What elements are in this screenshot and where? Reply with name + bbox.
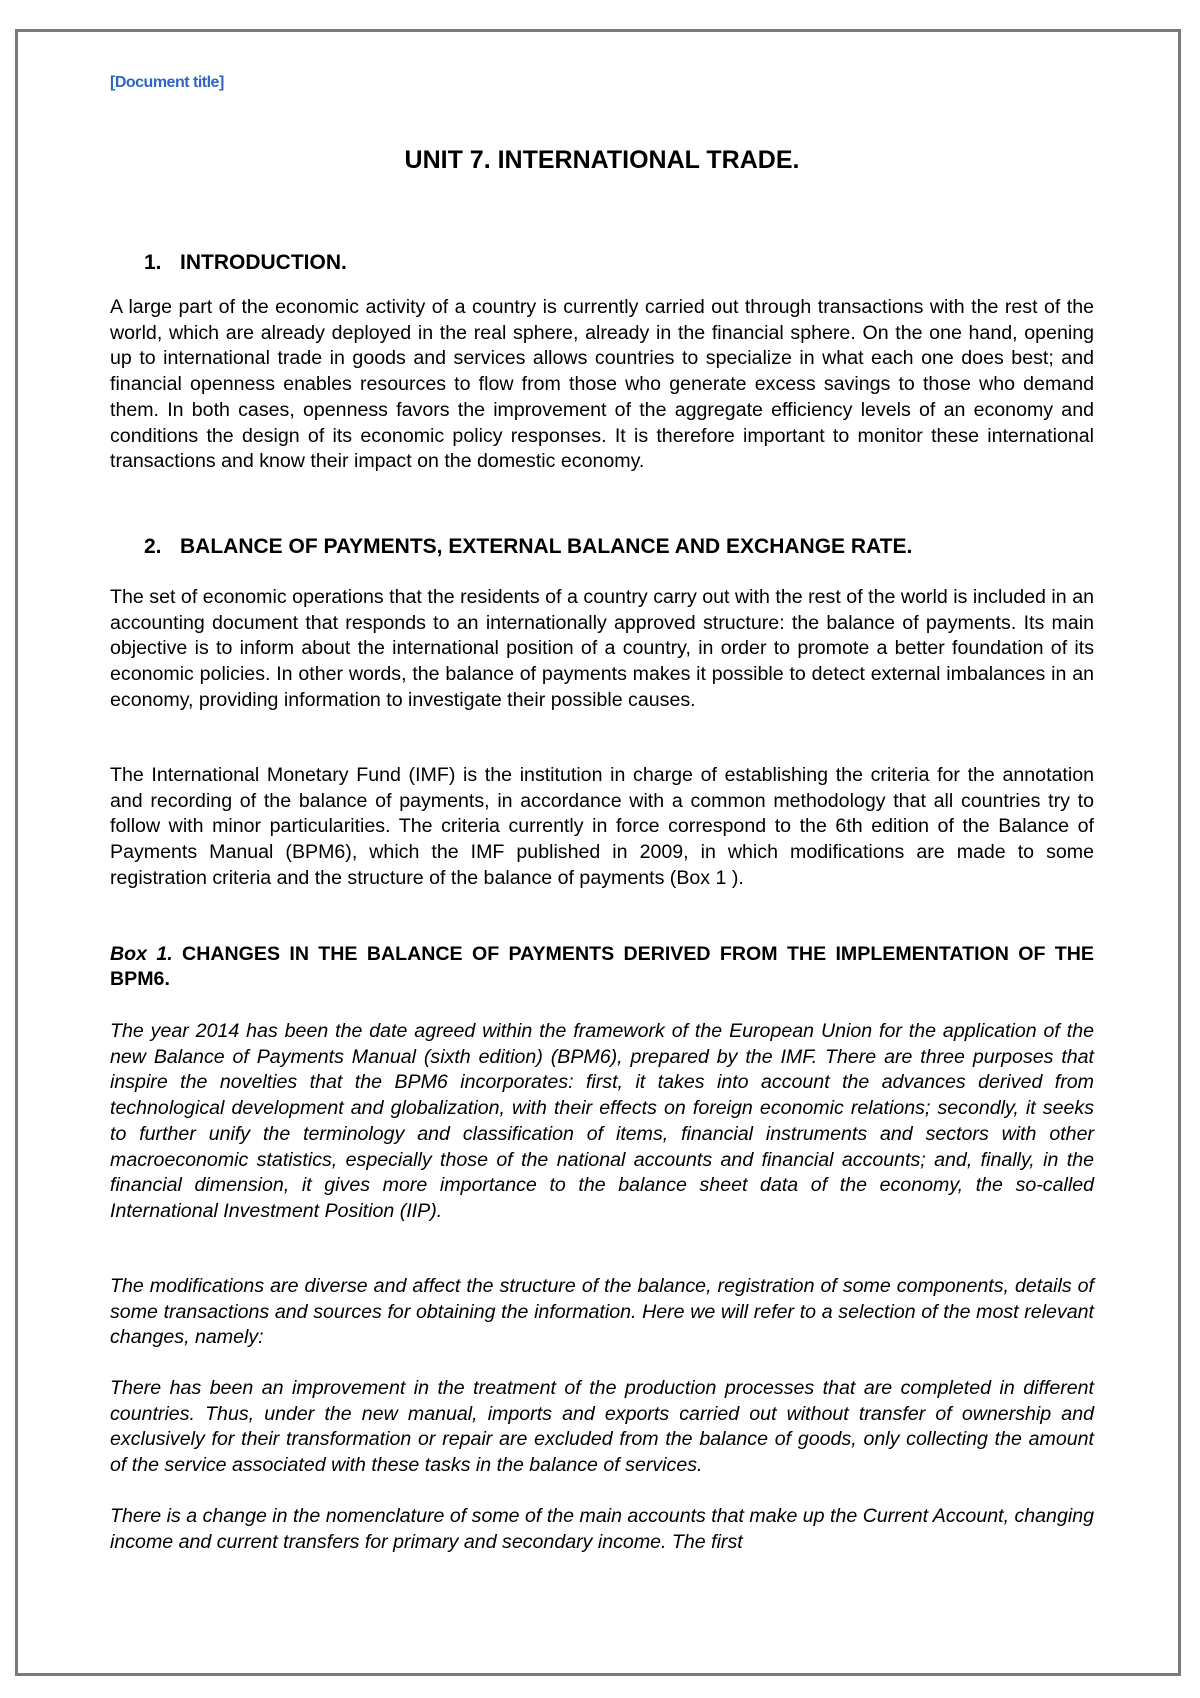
box-title-text: CHANGES IN THE BALANCE OF PAYMENTS DERIVED FROM THE IMPLEMENTATION OF THE BPM6. — [110, 943, 1094, 990]
box-title — [110, 942, 1094, 992]
unit-title: UNIT 7. INTERNATIONAL TRADE. — [404, 146, 800, 174]
section-number: 1. — [144, 251, 162, 274]
paragraph-imf: The International Monetary Fund (IMF) is the institution in charge of establishing the criteria for the annotation and recording of the balance of payments, in accordance with a common methodology that all countries try to follow with minor particularities. The criteria currently in force correspond to the 6th edition of the Balance of Payments Manual (BPM6), which the IMF published in 2009, in which modifications are made to some registration criteria and the structure of the balance of payments (Box 1 ). — [110, 764, 1094, 889]
paragraph-intro: A large part of the economic activity of a country is currently carried out through transactions with the rest of the world, which are already deployed in the real sphere, already in the financial sphere. On the one hand, opening up to international trade in goods and services allows countries to specialize in what each one does best; and financial openness enables resources to flow from those who generate excess savings to those who demand them. In both cases, openness favors the improvement of the aggregate efficiency levels of an economy and conditions the design of its economic policy responses. It is therefore important to monitor these international transactions and know their impact on the domestic economy. — [110, 296, 1094, 473]
box-paragraph-bpm6-purposes: The year 2014 has been the date agreed within the framework of the European Union for the application of the new Balance of Payments Manual (sixth edition) (BPM6), prepared by the IMF. There are three purposes that inspire the novelties that the BPM6 incorporates: first, it takes into account the advances derived from technological development and globalization, with their effects on foreign economic relations; secondly, it seeks to further unify the terminology and classification of items, financial instruments and sectors with other macroeconomic statistics, especially those of the national accounts and financial accounts; and, finally, in the financial dimension, it gives more importance to the balance sheet data of the economy, the so-called International Investment Position (IIP). — [110, 1020, 1094, 1222]
box-paragraph-nomenclature: There is a change in the nomenclature of some of the main accounts that make up the Current Account, changing income and current transfers for primary and secondary income. The first — [110, 1505, 1094, 1553]
section-number: 2. — [144, 535, 162, 558]
box-paragraph-modifications: The modifications are diverse and affect the structure of the balance, registration of some components, details of some transactions and sources for obtaining the information. Here we will refer to a selection of the most relevant changes, namely: — [110, 1275, 1094, 1349]
section-heading-text: BALANCE OF PAYMENTS, EXTERNAL BALANCE AND EXCHANGE RATE. — [180, 535, 913, 558]
section-heading-text: INTRODUCTION. — [180, 251, 347, 274]
section-heading-balance-of-payments — [144, 534, 912, 560]
paragraph-bop-definition: The set of economic operations that the residents of a country carry out with the rest of the world is included in an accounting document that responds to an internationally approved structure: the balance of payments. Its main objective is to inform about the international position of a country, in order to promote a better foundation of its economic policies. In other words, the balance of payments makes it possible to detect external imbalances in an economy, providing information to investigate their possible causes. — [110, 586, 1094, 711]
section-heading-introduction — [144, 250, 347, 276]
document-title-placeholder[interactable]: [Document title] — [110, 74, 224, 91]
box-label: Box 1. — [110, 943, 173, 965]
box-paragraph-production-processes: There has been an improvement in the treatment of the production processes that are completed in different countries. Thus, under the new manual, imports and exports carried out without transfer of ownership and exclusively for their transformation or repair are excluded from the balance of goods, only collecting the amount of the service associated with these tasks in the balance of services. — [110, 1377, 1094, 1477]
